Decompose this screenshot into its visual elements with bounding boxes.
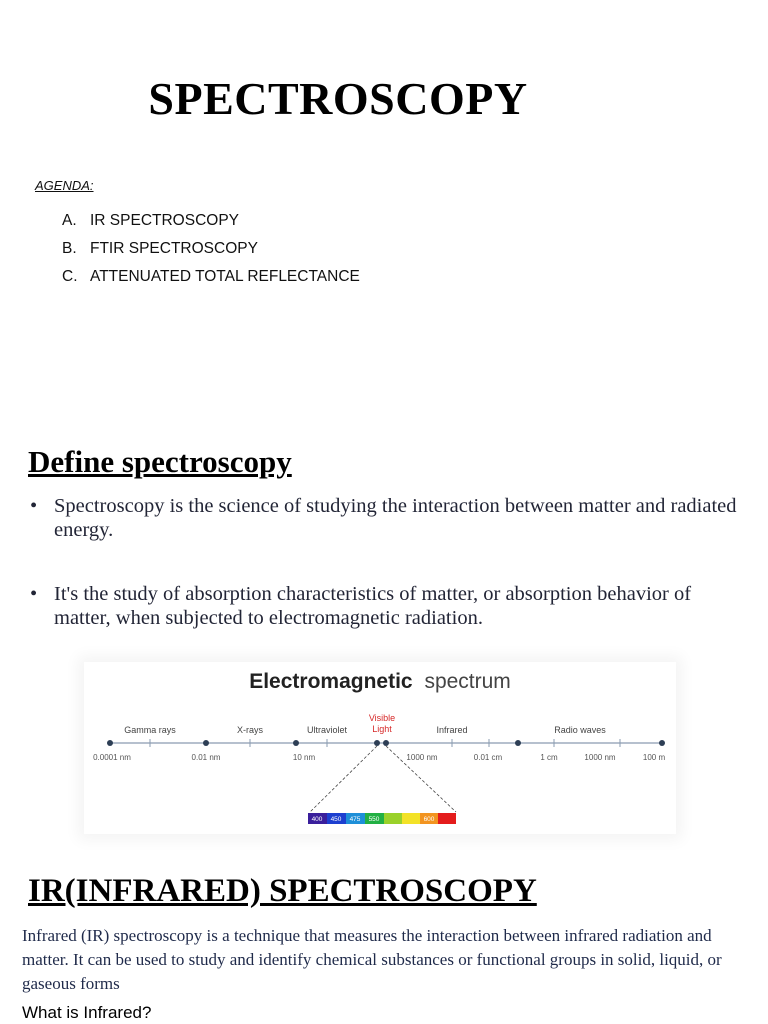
band-label-radio: Radio waves bbox=[554, 725, 606, 735]
agenda-item-text: FTIR SPECTROSCOPY bbox=[90, 240, 258, 257]
band-label-infrared: Infrared bbox=[436, 725, 468, 735]
bullet-item bbox=[28, 582, 738, 630]
define-heading: Define spectroscopy bbox=[28, 444, 292, 479]
bullet-text: It's the study of absorption characteristics of matter, or absorption behavior of matter, when subjected to electromagnetic radiation. bbox=[54, 583, 692, 629]
agenda-marker: A. bbox=[62, 212, 77, 229]
scale-label: 0.01 cm bbox=[473, 753, 503, 762]
em-title-bold: Electromagnetic bbox=[249, 670, 413, 693]
what-is-infrared: What is Infrared? bbox=[22, 1003, 152, 1022]
nm-label: 550 bbox=[368, 816, 380, 823]
band-label-xrays: X-rays bbox=[236, 725, 264, 735]
scale-label: 10 nm bbox=[292, 753, 316, 762]
agenda-item bbox=[62, 268, 360, 296]
em-spectrum-figure bbox=[84, 662, 676, 834]
color-swatch bbox=[402, 813, 420, 824]
bullet-item bbox=[28, 494, 738, 542]
ir-paragraph: Infrared (IR) spectroscopy is a technique that measures the interaction between infrared radiation and matter. It can be used to study and identify chemical substances or functional groups in solid, liquid, or gaseous forms bbox=[22, 926, 722, 993]
agenda-item-text: IR SPECTROSCOPY bbox=[90, 212, 239, 229]
agenda-marker: C. bbox=[62, 268, 78, 285]
band-label-visible: Visible bbox=[368, 713, 396, 723]
scale-label: 0.0001 nm bbox=[93, 753, 131, 762]
band-label-uv: Ultraviolet bbox=[306, 725, 348, 735]
agenda-item-text: ATTENUATED TOTAL REFLECTANCE bbox=[90, 268, 360, 285]
ir-heading: IR(INFRARED) SPECTROSCOPY bbox=[28, 873, 537, 909]
color-swatch bbox=[438, 813, 456, 824]
bullet-dot-icon: • bbox=[30, 495, 38, 517]
visible-color-bar bbox=[308, 813, 456, 824]
zoom-line-left bbox=[310, 746, 377, 812]
nm-label: 600 bbox=[423, 816, 435, 823]
agenda-item bbox=[62, 212, 360, 240]
color-swatch bbox=[384, 813, 402, 824]
scale-label: 1000 nm bbox=[406, 753, 438, 762]
scale-label: 1000 nm bbox=[584, 753, 616, 762]
band-label-gamma: Gamma rays bbox=[124, 725, 176, 735]
define-bullets bbox=[28, 494, 738, 630]
em-title-light: spectrum bbox=[424, 670, 511, 693]
nm-label: 475 bbox=[349, 816, 361, 823]
agenda-item bbox=[62, 240, 360, 268]
scale-label: 1 cm bbox=[540, 753, 558, 762]
agenda-label: AGENDA: bbox=[35, 178, 94, 193]
scale-label: 0.01 nm bbox=[191, 753, 221, 762]
band-label-light: Light bbox=[372, 724, 392, 734]
bullet-text: Spectroscopy is the science of studying the interaction between matter and radiated energy. bbox=[54, 495, 737, 541]
nm-label: 450 bbox=[330, 816, 342, 823]
page-title: SPECTROSCOPY bbox=[148, 73, 528, 124]
agenda-list bbox=[62, 212, 360, 296]
scale-label: 100 m bbox=[642, 753, 666, 762]
svg-text:Electromagnetic spectrum bbox=[249, 670, 511, 693]
bullet-dot-icon: • bbox=[30, 583, 38, 605]
agenda-marker: B. bbox=[62, 240, 77, 257]
nm-label: 400 bbox=[311, 816, 323, 823]
